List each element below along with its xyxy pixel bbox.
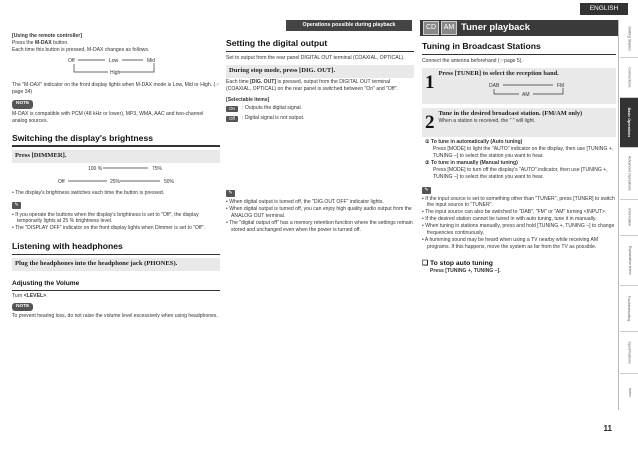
item-key: On (226, 106, 238, 112)
digital-heading: Setting the digital output (226, 38, 328, 48)
headphones-heading: Listening with headphones (12, 241, 123, 252)
note-label: NOTE (12, 100, 33, 108)
mdax-cycle-diagram (12, 54, 220, 78)
cycle-low: Low (109, 57, 119, 64)
language-label: ENGLISH (580, 3, 628, 15)
step-2-number: 2 (425, 111, 435, 133)
tip-item: • A humming sound may be heard when using a TV nearby while receiving AM programs. If this happens, move the system as far from the TV as possible. (422, 236, 599, 250)
cd-badge-icon: CD (423, 21, 439, 35)
digital-text: Each time [DIG. OUT] is pressed, output from the DIGITAL OUT terminal (COAXIAL, OPTICAL) on the rear panel is switched between "On" and "Off". (226, 78, 398, 92)
step-2-title: Tune in the desired broadcast station. (FM/AM only) (438, 109, 583, 117)
auto-tuning-text: Press [MODE] to light the "AUTO" indicator on the display, then use [TUNING +, TUNING –] to select the station you want to hear. (433, 146, 614, 160)
note-1-text: M-DAX is compatible with PCM (48 kHz or lower), MP3, WMA, AAC and two-channel analog sources. (12, 110, 204, 124)
item-key: Off (226, 116, 238, 122)
digital-instruction: During stop mode, press [DIG. OUT]. (226, 65, 414, 78)
brightness-bullet: • The display's brightness switches each time the button is pressed. (12, 189, 165, 196)
tip-item: • When digital output is turned off, the "DIG.OUT OFF" indicator lights. (226, 199, 384, 206)
broadcast-heading: Tuning in Broadcast Stations (422, 41, 541, 51)
manual-tuning-text: Press [MODE] to turn off the display's "AUTO" indicator, then use [TUNING +, TUNING –] to select the station you want to hear. (433, 166, 608, 180)
sidebar-item-information[interactable]: Information (620, 200, 638, 236)
operations-banner: Operations possible during playback (286, 20, 412, 31)
level-50: 50% (164, 178, 175, 185)
selectable-item (226, 115, 414, 122)
stop-auto-tuning-heading: ❑ To stop auto tuning (422, 259, 493, 267)
sidebar-item-explanation-terms[interactable]: Explanation terms (620, 236, 638, 286)
band-fm: FM (556, 82, 564, 89)
page-number: 11 (603, 424, 612, 433)
auto-tuning-label: ① To tune in automatically (Auto tuning) (425, 139, 523, 146)
tip-item: • The "digital output off" has a memory retention function where the settings remain stored and unchanged even when the power is turned off. (226, 219, 413, 233)
column-2 (226, 38, 414, 122)
note-1 (12, 100, 220, 108)
chapter-sidebar (618, 20, 638, 410)
remote-heading: [Using the remote controller] (12, 33, 82, 39)
level-25: 25% (110, 178, 121, 185)
band-am: AM (521, 91, 529, 98)
tip-item: • If the input source is set to something other than "TUNER", press [TUNER] to switch the input source to "TUNER". (422, 195, 615, 209)
tip-item: • When tuning in stations manually, press and hold [TUNING +, TUNING –] to change frequencies continuously. (422, 223, 615, 236)
level-75: 75% (152, 165, 163, 172)
digital-intro: Set to output from the rear panel DIGITAL OUT terminal (COAXIAL, OPTICAL). (226, 55, 405, 62)
column-3 (422, 41, 616, 275)
step-2-sub: When a station is received, the " " will light. (438, 118, 536, 125)
tip-item: • The "DISPLAY OFF" indicator on the front display lights when Dimmer is set to "Off". (12, 225, 205, 232)
cycle-high: High (110, 69, 121, 76)
digital-tips (226, 190, 414, 233)
band-cycle-diagram (439, 79, 599, 99)
volume-heading: Adjusting the Volume (12, 280, 80, 288)
tip-item: • The input source can also be switched to "DAB", "FM" or "AM" turning <INPUT>. (422, 209, 607, 216)
pencil-icon: ✎ (226, 190, 235, 197)
note-2-text: To prevent hearing loss, do not raise the volume level excessively when using headphones. (12, 313, 218, 320)
brightness-instruction: Press [DIMMER]. (12, 150, 220, 163)
cycle-off: Off (68, 57, 75, 64)
sidebar-item-basic-operations[interactable]: Basic Operations (620, 98, 638, 148)
pencil-icon: ✎ (422, 187, 431, 194)
sidebar-item-getting-started[interactable]: Getting Started (620, 20, 638, 58)
tuner-title: Tuner playback (461, 22, 530, 33)
sidebar-item-connections[interactable]: Connections (620, 58, 638, 98)
sidebar-item-troubleshooting[interactable]: Troubleshooting (620, 286, 638, 332)
item-desc: : Outputs the digital signal. (242, 105, 303, 112)
step-1-number: 1 (425, 71, 435, 93)
level-off: Off (58, 178, 65, 185)
step-2 (422, 108, 616, 138)
tip-item: • If you operate the buttons when the display's brightness is set to "Off", the display temporarily lights at 25 % brightness level. (12, 211, 199, 225)
step-1-text: Press [TUNER] to select the reception band. (438, 69, 559, 77)
selectable-item (226, 105, 414, 112)
volume-text: Turn <LEVEL>. (12, 292, 48, 299)
am-badge-icon: AM (441, 21, 457, 35)
item-desc: : Digital signal is not output. (242, 115, 305, 122)
remote-line-2: Each time this button is pressed, M-DAX changes as follows. (12, 46, 150, 53)
step-1 (422, 68, 616, 104)
band-dab: DAB (488, 82, 499, 89)
level-100: 100 % (88, 165, 103, 172)
selectable-items (226, 105, 414, 122)
antenna-text: Connect the antenna beforehand (☞page 5). (422, 58, 523, 65)
brightness-heading: Switching the display's brightness (12, 132, 153, 143)
manual-tuning-label: ② To tune in manually (Manual tuning) (425, 159, 518, 166)
tip-item: • When digital output is turned off, you can enjoy high quality audio output from the ANALOG OUT terminal. (226, 205, 412, 219)
selectable-heading: [Selectable items] (226, 96, 270, 103)
tuner-tips (422, 196, 616, 251)
cycle-mid: Mid (147, 57, 156, 64)
headphones-instruction: Plug the headphones into the headphone jack (PHONES). (12, 258, 220, 271)
column-1 (12, 33, 220, 320)
brightness-tips (12, 212, 220, 233)
pencil-icon: ✎ (12, 202, 21, 209)
brightness-cycle-diagram (12, 163, 220, 187)
stop-auto-tuning-text: Press [TUNING +, TUNING –]. (430, 267, 501, 274)
sidebar-item-specifications[interactable]: Specifications (620, 332, 638, 374)
remote-line-1: Press the M-DAX button. (12, 39, 69, 46)
sidebar-item-advanced-operations[interactable]: Advanced Operations (620, 148, 638, 200)
mdax-indicator-text: The "M-DAX" indicator on the front display lights when M-DAX mode is Low, Mid or High. (☞page 34) (12, 81, 220, 95)
sidebar-item-index[interactable]: Index (627, 387, 632, 397)
note-label: NOTE (12, 303, 33, 311)
tip-item: • If the desired station cannot be tuned in with auto tuning, tune it in manually. (422, 216, 597, 223)
